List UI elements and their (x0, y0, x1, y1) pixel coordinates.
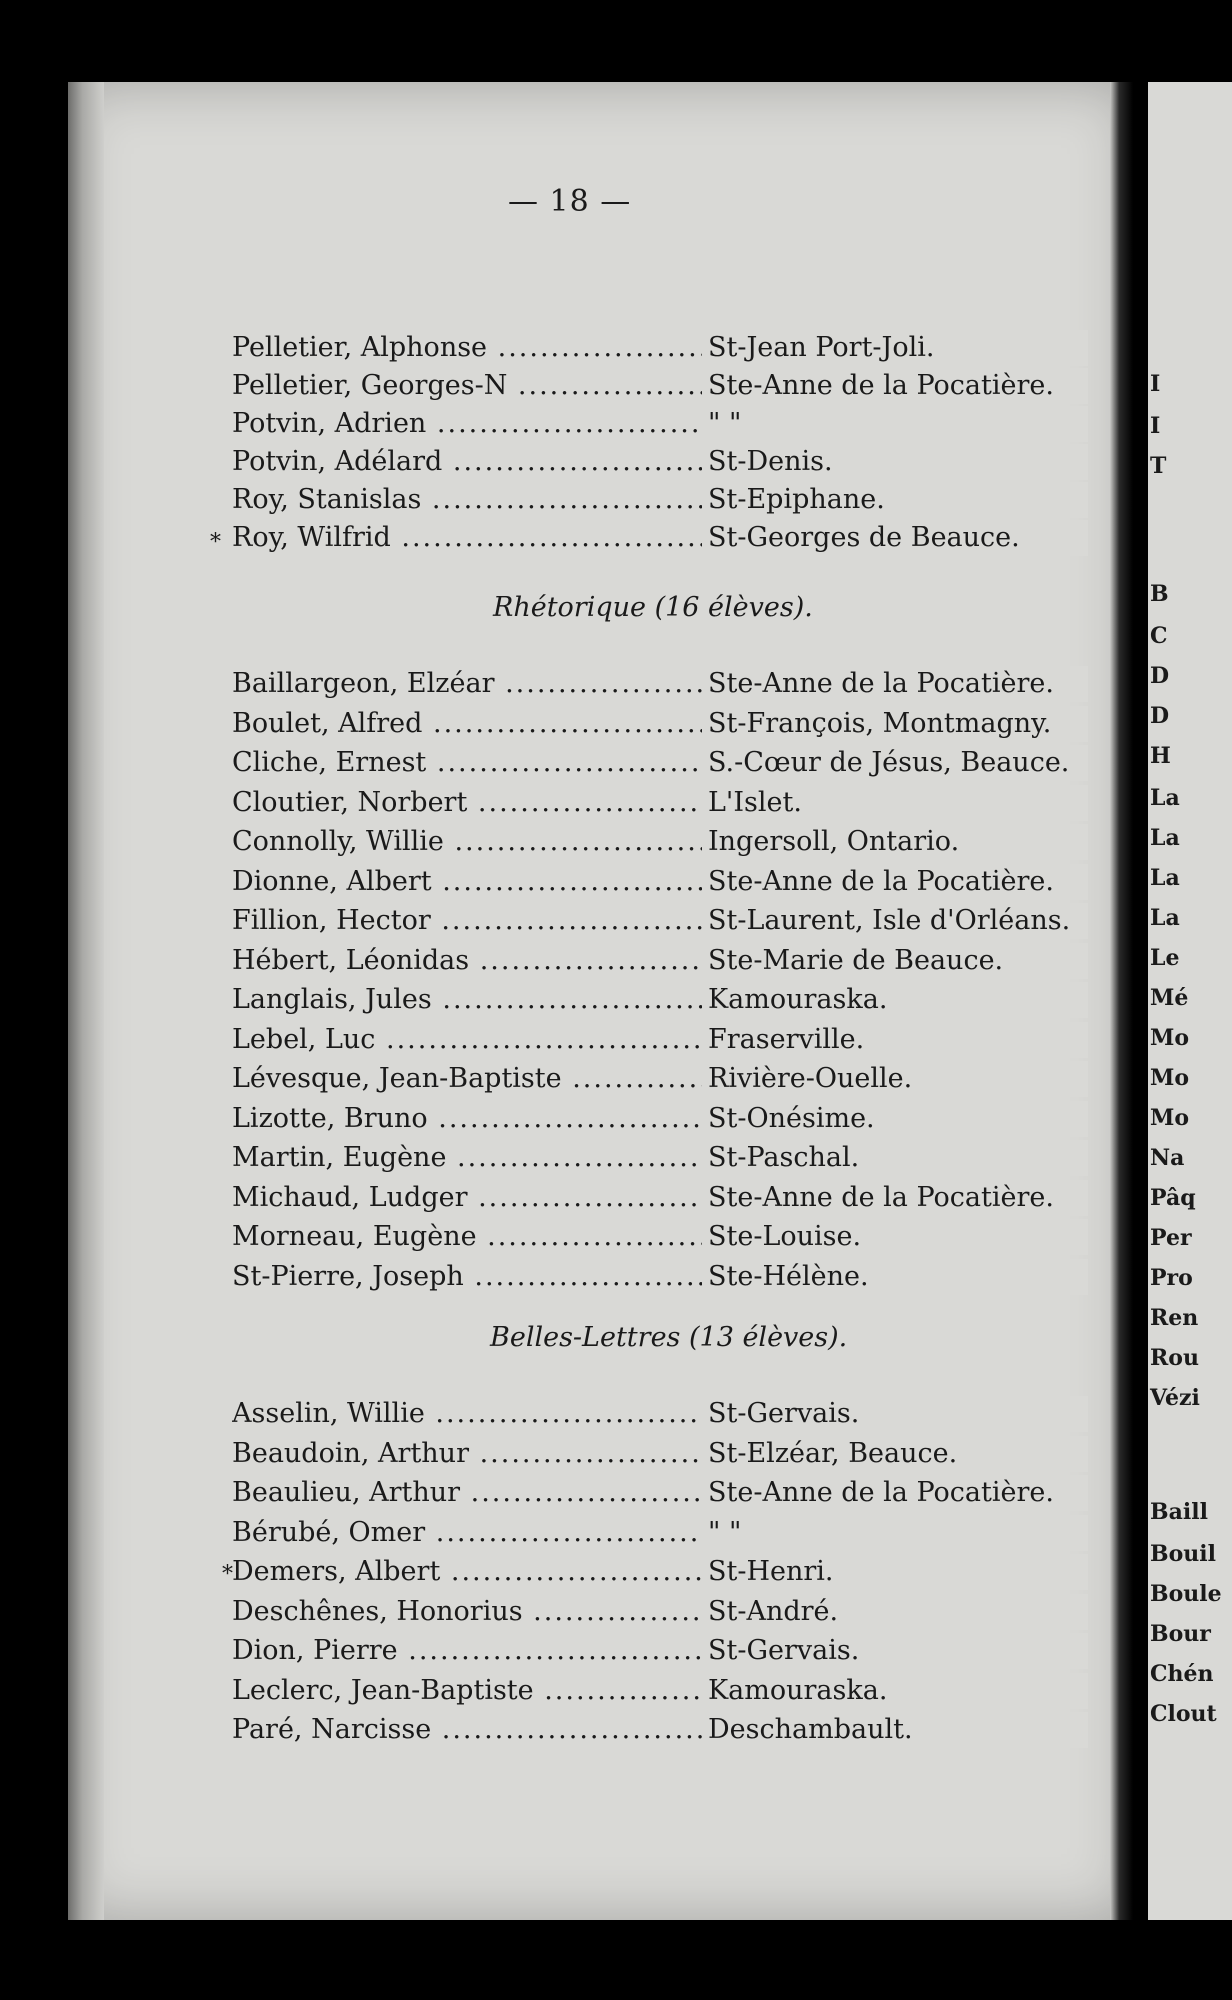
student-hometown: St-Denis. (704, 444, 1088, 480)
right-page-text-fragment: D (1150, 703, 1170, 729)
right-page-text-fragment: Pro (1150, 1265, 1193, 1291)
student-row (232, 1515, 1072, 1551)
right-page-text-fragment: I (1150, 371, 1161, 397)
star-marker: * (210, 530, 221, 555)
student-name: Baillargeon, Elzéar ..... (232, 666, 702, 702)
student-row (232, 864, 1072, 900)
student-hometown: Ste-Anne de la Pocatière. (704, 666, 1088, 702)
right-page-text-fragment: Bour (1150, 1621, 1211, 1647)
student-row (232, 1140, 1072, 1176)
right-page-text-fragment: Baill (1150, 1499, 1208, 1525)
student-hometown: St-Epiphane. (704, 482, 1088, 518)
student-row (232, 1673, 1072, 1709)
book-page-right-edge (1148, 82, 1232, 1920)
right-page-text-fragment: Bouil (1150, 1541, 1216, 1567)
student-row (232, 824, 1072, 860)
student-hometown: Ste-Anne de la Pocatière. (704, 864, 1088, 900)
student-name: Beaulieu, Arthur ..... (232, 1475, 702, 1511)
right-page-text-fragment: La (1150, 905, 1180, 931)
student-row (232, 785, 1072, 821)
student-name: Lizotte, Bruno ..... (232, 1101, 702, 1137)
right-page-text-fragment: Pâq (1150, 1185, 1196, 1211)
student-name: Potvin, Adélard ..... (232, 444, 702, 480)
student-name: Michaud, Ludger ..... (232, 1180, 702, 1216)
student-row (232, 368, 1072, 404)
student-row (232, 1594, 1072, 1630)
student-row (232, 1554, 1072, 1590)
student-name: Leclerc, Jean-Baptiste ..... (232, 1673, 702, 1709)
student-hometown: S.-Cœur de Jésus, Beauce. (704, 745, 1088, 781)
student-name: Paré, Narcisse ..... (232, 1712, 702, 1748)
student-row (232, 406, 1072, 442)
right-page-text-fragment: I (1150, 413, 1161, 439)
student-hometown: St-Paschal. (704, 1140, 1088, 1176)
student-hometown: Ste-Hélène. (704, 1259, 1088, 1295)
student-row (232, 1633, 1072, 1669)
right-page-text-fragment: Per (1150, 1225, 1192, 1251)
student-hometown: Kamouraska. (704, 982, 1088, 1018)
student-name: Morneau, Eugène ..... (232, 1219, 702, 1255)
student-name: Hébert, Léonidas ..... (232, 943, 702, 979)
right-page-text-fragment: H (1150, 743, 1171, 769)
student-name: Dion, Pierre ..... (232, 1633, 702, 1669)
student-hometown: L'Islet. (704, 785, 1088, 821)
student-hometown: St-Georges de Beauce. (704, 520, 1088, 556)
student-name: St-Pierre, Joseph ..... (232, 1259, 702, 1295)
right-page-text-fragment: D (1150, 663, 1170, 689)
student-hometown: Ingersoll, Ontario. (704, 824, 1088, 860)
student-row (232, 745, 1072, 781)
student-name: Lebel, Luc ..... (232, 1022, 702, 1058)
student-hometown: St-Elzéar, Beauce. (704, 1436, 1088, 1472)
student-row (232, 1436, 1072, 1472)
student-hometown: Deschambault. (704, 1712, 1088, 1748)
student-row (232, 1180, 1072, 1216)
student-hometown: St-Gervais. (704, 1633, 1088, 1669)
student-name: Potvin, Adrien ..... (232, 406, 702, 442)
student-hometown: St-André. (704, 1594, 1088, 1630)
student-hometown: Ste-Louise. (704, 1219, 1088, 1255)
student-name: Martin, Eugène ..... (232, 1140, 702, 1176)
right-page-text-fragment: La (1150, 785, 1180, 811)
star-marker: * (222, 1562, 233, 1587)
student-row (232, 1259, 1072, 1295)
right-page-text-fragment: Chén (1150, 1661, 1214, 1687)
student-name: Deschênes, Honorius ..... (232, 1594, 702, 1630)
student-row (232, 520, 1072, 556)
student-row (232, 706, 1072, 742)
right-page-text-fragment: Le (1150, 945, 1180, 971)
right-page-text-fragment: Mé (1150, 985, 1189, 1011)
student-row (232, 982, 1072, 1018)
student-row (232, 943, 1072, 979)
student-row (232, 1219, 1072, 1255)
right-page-text-fragment: Clout (1150, 1701, 1217, 1727)
right-page-text-fragment: La (1150, 825, 1180, 851)
student-hometown: Ste-Anne de la Pocatière. (704, 1180, 1088, 1216)
student-name: Pelletier, Georges-N ..... (232, 368, 702, 404)
student-row (232, 1712, 1072, 1748)
right-page-text-fragment: Rou (1150, 1345, 1199, 1371)
student-hometown: St-François, Montmagny. (704, 706, 1088, 742)
student-name: Asselin, Willie ..... (232, 1396, 702, 1432)
right-page-text-fragment: Mo (1150, 1025, 1190, 1051)
student-name: Roy, Wilfrid ..... (232, 520, 702, 556)
right-page-text-fragment: T (1150, 453, 1167, 479)
student-name: Bérubé, Omer ..... (232, 1515, 702, 1551)
student-hometown: Ste-Marie de Beauce. (704, 943, 1088, 979)
student-row (232, 1061, 1072, 1097)
right-page-text-fragment: Boule (1150, 1581, 1222, 1607)
page-number: — 18 — (508, 184, 632, 219)
student-hometown: St-Gervais. (704, 1396, 1088, 1432)
student-name: Langlais, Jules ..... (232, 982, 702, 1018)
section-title-rhetorique: Rhétorique (16 élèves). (493, 592, 813, 623)
right-page-text-fragment: Na (1150, 1145, 1185, 1171)
student-hometown: " " (704, 406, 1088, 442)
right-page-text-fragment: Vézi (1150, 1385, 1200, 1411)
student-row (232, 903, 1072, 939)
student-hometown: Rivière-Ouelle. (704, 1061, 1088, 1097)
student-name: Pelletier, Alphonse ..... (232, 330, 702, 366)
student-name: Demers, Albert ..... (232, 1554, 702, 1590)
page-binding-shadow (68, 82, 104, 1920)
student-hometown: St-Onésime. (704, 1101, 1088, 1137)
student-name: Fillion, Hector ..... (232, 903, 702, 939)
student-hometown: Ste-Anne de la Pocatière. (704, 1475, 1088, 1511)
student-name: Lévesque, Jean-Baptiste ..... (232, 1061, 702, 1097)
right-page-text-fragment: C (1150, 623, 1168, 649)
right-page-text-fragment: Mo (1150, 1065, 1190, 1091)
student-name: Roy, Stanislas ..... (232, 482, 702, 518)
right-page-text-fragment: Mo (1150, 1105, 1190, 1131)
student-name: Boulet, Alfred ..... (232, 706, 702, 742)
student-row (232, 482, 1072, 518)
right-page-text-fragment: B (1150, 581, 1169, 607)
student-row (232, 444, 1072, 480)
student-name: Cliche, Ernest ..... (232, 745, 702, 781)
right-page-text-fragment: La (1150, 865, 1180, 891)
student-hometown: Kamouraska. (704, 1673, 1088, 1709)
right-page-text-fragment: Ren (1150, 1305, 1199, 1331)
student-hometown: Ste-Anne de la Pocatière. (704, 368, 1088, 404)
page-gutter-shadow (1110, 82, 1133, 1920)
section-title-belles-lettres: Belles-Lettres (13 élèves). (490, 1322, 848, 1353)
student-name: Beaudoin, Arthur ..... (232, 1436, 702, 1472)
student-hometown: " " (704, 1515, 1088, 1551)
student-hometown: St-Jean Port-Joli. (704, 330, 1088, 366)
student-hometown: St-Henri. (704, 1554, 1088, 1590)
student-name: Dionne, Albert ..... (232, 864, 702, 900)
student-hometown: Fraserville. (704, 1022, 1088, 1058)
student-name: Cloutier, Norbert ..... (232, 785, 702, 821)
student-row (232, 666, 1072, 702)
student-row (232, 330, 1072, 366)
student-row (232, 1475, 1072, 1511)
student-row (232, 1101, 1072, 1137)
student-row (232, 1396, 1072, 1432)
student-row (232, 1022, 1072, 1058)
student-hometown: St-Laurent, Isle d'Orléans. (704, 903, 1088, 939)
student-name: Connolly, Willie ..... (232, 824, 702, 860)
